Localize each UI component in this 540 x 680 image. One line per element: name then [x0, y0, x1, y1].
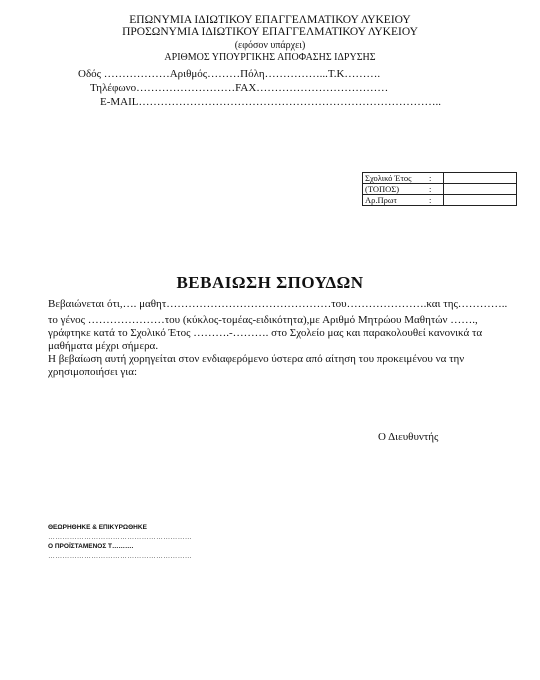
- body-line-2: το γένος …………………του (κύκλος-τομέας-ειδικότητα),με Αριθμό Μητρώου Μαθητών …….,: [48, 314, 478, 326]
- table-row: [363, 173, 517, 184]
- school-year-table: [362, 172, 517, 206]
- address-line: Οδός ………………Αριθμός………Πόλη……………...Τ.Κ……….: [78, 68, 381, 80]
- body-line-1: Βεβαιώνεται ότι,…. μαθητ………………………………………του………………….και της…………..: [48, 298, 508, 310]
- decision-number-header: ΑΡΙΘΜΟΣ ΥΠΟΥΡΓΙΚΗΣ ΑΠΟΦΑΣΗΣ ΙΔΡΥΣΗΣ: [164, 52, 376, 63]
- alias-note: (εφόσον υπάρχει): [234, 40, 306, 51]
- head-official-dots: ……………………………………………………: [48, 553, 192, 560]
- protocol-value: [444, 195, 517, 206]
- place-value: [444, 184, 517, 195]
- school-alias-header: ΠΡΟΣΩΝΥΜΙΑ ΙΔΙΩΤΙΚΟΥ ΕΠΑΓΓΕΛΜΑΤΙΚΟΥ ΛΥΚΕΙΟΥ: [122, 26, 418, 38]
- director-signature-label: Ο Διευθυντής: [378, 431, 439, 443]
- school-name-header: ΕΠΩΝΥΜΙΑ ΙΔΙΩΤΙΚΟΥ ΕΠΑΓΓΕΛΜΑΤΙΚΟΥ ΛΥΚΕΙΟΥ: [129, 14, 411, 26]
- email-line: E-MAIL………………………………………………………………………..: [100, 96, 441, 108]
- body-line-4: μαθήματα μέχρι σήμερα.: [48, 340, 159, 352]
- head-official-label: Ο ΠΡΟΪΣΤΑΜΕΝΟΣ Τ……….: [48, 543, 134, 550]
- protocol-colon: :: [427, 195, 444, 206]
- table-row: [363, 195, 517, 206]
- certified-dots: ……………………………………………………: [48, 534, 192, 541]
- body-line-3: γράφτηκε κατά το Σχολικό Έτος ……….-………. στο Σχολείο μας και παρακολουθεί κανονικά τα: [48, 327, 483, 339]
- school-year-value: [444, 173, 517, 184]
- certified-label: ΘΕΩΡΗΘΗΚΕ & ΕΠΙΚΥΡΩΘΗΚΕ: [48, 524, 147, 531]
- phone-fax-line: Τηλέφωνο………………………FAX………………………………: [90, 82, 389, 94]
- document-title: ΒΕΒΑΙΩΣΗ ΣΠΟΥΔΩΝ: [176, 273, 364, 292]
- table-row: [363, 184, 517, 195]
- body-line-6: χρησιμοποιήσει για:: [48, 366, 138, 378]
- body-line-5: Η βεβαίωση αυτή χορηγείται στον ενδιαφερόμενο ύστερα από αίτηση του προκειμένου να την: [48, 353, 465, 365]
- school-year-label: Σχολικό Έτος: [363, 173, 428, 184]
- place-colon: :: [427, 184, 444, 195]
- school-year-colon: :: [427, 173, 444, 184]
- protocol-label: Αρ.Πρωτ: [363, 195, 428, 206]
- place-label: (ΤΟΠΟΣ): [363, 184, 428, 195]
